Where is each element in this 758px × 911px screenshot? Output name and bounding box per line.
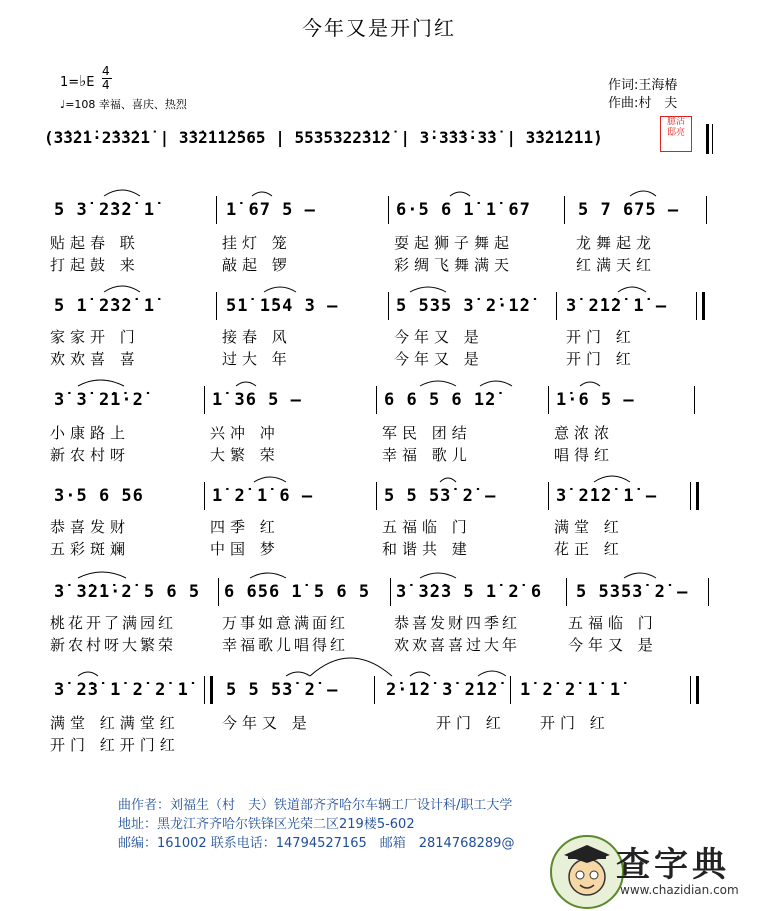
measure: 1̇ 36 5 – [212, 390, 302, 410]
measure: 3̇ 2̇1̇2̇ 1̇ – [556, 486, 658, 506]
lyricist: 作词:王海椿 [608, 78, 678, 93]
lyric: 彩绸飞舞满天 [394, 256, 515, 274]
lyric: 小康路上 [50, 424, 131, 442]
lyric: 五彩斑斓 [50, 540, 131, 558]
measure: 6·5 6 1̇ 1̇ 67 [396, 200, 531, 220]
measure: 6 656 1̇ 5 6 5 [224, 582, 371, 602]
lyric: 幸福 歌儿 [382, 446, 472, 464]
lyric: 花正 红 [554, 540, 624, 558]
measure: 3·5 6 56 [54, 486, 144, 506]
flat-icon: ♭ [79, 72, 87, 90]
lyric: 新农村呀 [50, 446, 131, 464]
measure: 5 5353̇ 2̇ – [576, 582, 689, 602]
lyric: 挂灯 笼 [222, 234, 292, 252]
measure: 3̇ 3̇ 2̇1̇·2̇ [54, 390, 144, 410]
measure: 6 6 5 6 1̇2̇ [384, 390, 497, 410]
address: 地址：黑龙江齐齐哈尔铁锋区光荣二区219楼5-602 [118, 817, 415, 832]
key-prefix: 1= [60, 75, 80, 90]
logo-url[interactable]: www.chazidian.com [620, 883, 739, 897]
lyric: 和谐共 建 [382, 540, 472, 558]
lyric: 桃花开了满园红 [50, 614, 177, 632]
lyric: 新农村呀大繁荣 [50, 636, 177, 654]
lyric: 军民 团结 [382, 424, 472, 442]
time-bottom: 4 [102, 78, 110, 92]
site-logo[interactable] [550, 835, 750, 905]
lyric: 开门 红 [566, 328, 636, 346]
intro-notes: (3̇3̇2̇1̇·2̇3̇3̇2̇1̇ | 3̇3̇2̇1̇1̇2̇565 | 5535322̇3̇1̇2̇ | 3̇·3̇3̇3̇·3̇3̇ | 3̇3̇2̇1̇2̇1̇1̇) [44, 128, 603, 147]
lyric: 万事如意满面红 [222, 614, 349, 632]
lyric: 满堂 红 [554, 518, 624, 536]
lyric: 唱得红 [554, 446, 615, 464]
lyric: 接春 风 [222, 328, 292, 346]
measure: 3̇ 2̇1̇2̇ 1̇ – [566, 296, 668, 316]
lyric: 过大 年 [222, 350, 292, 368]
lyric: 开门 红 [566, 350, 636, 368]
lyric: 耍起狮子舞起 [394, 234, 515, 252]
time-top: 4 [102, 64, 110, 78]
measure: 1̇ 2̇ 1̇ 6 – [212, 486, 314, 506]
tempo-value: ♩=108 [60, 98, 96, 111]
lyric: 今年又 是 [394, 350, 484, 368]
logo-name: 查字典 [616, 845, 730, 885]
mascot-icon [550, 835, 624, 909]
lyric: 打起鼓 来 [50, 256, 140, 274]
lyric: 龙舞起龙 [576, 234, 657, 252]
lyric: 开门 红开门红 [50, 736, 180, 754]
page-title: 今年又是开门红 [302, 16, 456, 40]
measure: 5 535 3̇ 2̇·1̇2̇ [396, 296, 531, 316]
lyric: 今年又 是 [568, 636, 658, 654]
lyric: 大繁 荣 [210, 446, 280, 464]
lyric: 家家开 门 [50, 328, 140, 346]
lyric: 今年又 是 [222, 714, 312, 732]
measure: 3̇ 2̇3̇ 1̇ 2̇ 2̇ 1̇ [54, 680, 189, 700]
lyric: 满堂 红满堂红 [50, 714, 180, 732]
tempo-mood: 幸福、喜庆、热烈 [98, 98, 187, 111]
lyric: 开门 红 [540, 714, 610, 732]
measure: 3̇ 3̇2̇1̇·2̇ 5 6 5 [54, 582, 201, 602]
lyric: 欢欢喜 喜 [50, 350, 140, 368]
lyric: 敲起 锣 [222, 256, 292, 274]
lyric: 今年又 是 [394, 328, 484, 346]
composer-info: 曲作者：刘福生（村 夫）铁道部齐齐哈尔车辆工厂设计科/职工大学 [118, 798, 513, 813]
composer: 作曲:村 夫 [608, 96, 678, 111]
key-note: E [86, 75, 95, 90]
measure: 3̇ 3̇2̇3 5 1̇ 2̇ 6 [396, 582, 543, 602]
lyric: 五福临 门 [568, 614, 658, 632]
lyric: 贴起春 联 [50, 234, 140, 252]
measure: 5 7 675 – [578, 200, 680, 220]
lyric: 恭喜发财 [50, 518, 131, 536]
measure: 51̇ 1̇54 3 – [226, 296, 339, 316]
lyric: 欢欢喜喜过大年 [394, 636, 521, 654]
measure: 1̇·6 5 – [556, 390, 635, 410]
lyric: 五福临 门 [382, 518, 472, 536]
lyric: 红满天红 [576, 256, 657, 274]
lyric: 幸福歌儿唱得红 [222, 636, 349, 654]
lyric: 意浓浓 [554, 424, 615, 442]
contact: 邮编：161002 联系电话：14794527165 邮箱 2814768289@ [118, 836, 515, 851]
lyric: 开门 红 [436, 714, 506, 732]
measure: 5 3̇ 2̇3̇2̇ 1̇ [54, 200, 156, 220]
seal-stamp: 臆沾 邸亮 [660, 116, 692, 152]
lyric: 恭喜发财四季红 [394, 614, 521, 632]
lyric: 四季 红 [210, 518, 280, 536]
measure: 5 5 53̇ 2̇ – [384, 486, 497, 506]
measure: 5 5 53̇ 2̇ – [226, 680, 339, 700]
measure: 2̇·1̇2̇ 3̇ 2̇1̇2̇ [386, 680, 499, 700]
lyric: 兴冲 冲 [210, 424, 280, 442]
measure: 5 1̇ 2̇3̇2̇ 1̇ [54, 296, 156, 316]
measure: 1̇ 67 5 – [226, 200, 316, 220]
lyric: 中国 梦 [210, 540, 280, 558]
measure: 1̇ 2̇ 2̇ 1̇ 1̇ [520, 680, 622, 700]
